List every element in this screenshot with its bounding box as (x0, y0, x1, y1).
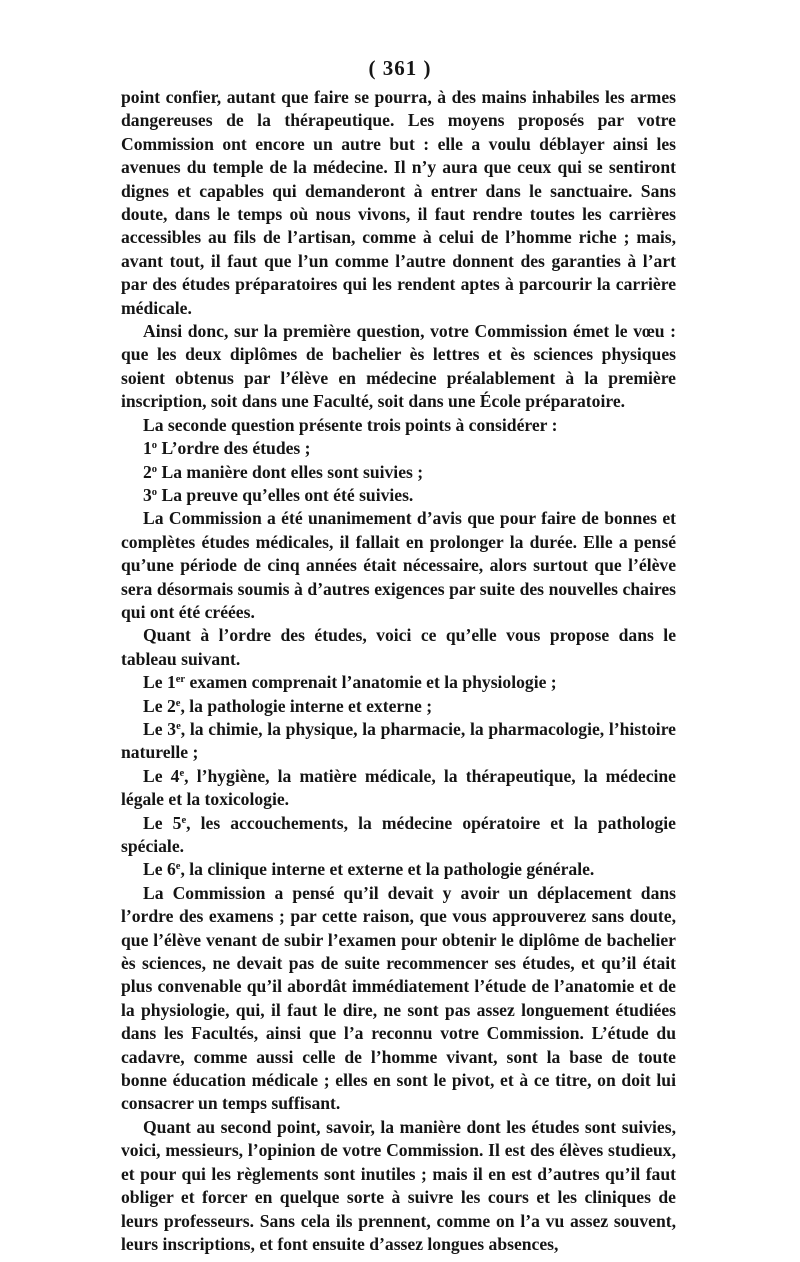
superscript: er (175, 674, 186, 686)
paragraph-p10 (121, 695, 676, 718)
text-run: , l’hygiène, la matière médicale, la thérapeutique, la médecine légale et la toxicologie. (121, 765, 676, 810)
text-run: La Commission a pensé qu’il devait y avoir un déplacement dans l’ordre des examens ; par cette raison, que vous approuverez sans doute, que l’élève venant de subir l’examen pour obtenir le diplôme de bachelier ès sciences, ne devait pas de suite recommencer ses études, et qu’il était plus convenable qu’il abordât immédiatement l’étude de l’anatomie et de la physiologie, qui, il faut le dire, ne sont pas assez longuement étudiées dans les Facultés, ainsi que l’a reconnu votre Commission. L’étude du cadavre, comme aussi celle de l’homme vivant, sont la base de toute bonne éducation médicale ; elles en sont le pivot, et à ce titre, on doit lui consacrer un temps suffisant. (121, 882, 676, 1114)
superscript: e (175, 861, 181, 873)
paragraph-p11 (121, 718, 676, 765)
superscript: o (151, 487, 158, 499)
superscript: e (175, 697, 181, 709)
text-run: Le 5 (143, 812, 182, 833)
paragraph-p16 (121, 1116, 676, 1256)
text-run: Le 6 (143, 859, 176, 880)
paragraph-p6 (121, 484, 676, 507)
text-run: 3 (143, 484, 152, 505)
paragraph-p4 (121, 437, 676, 460)
text-run: , les accouchements, la médecine opératoire et la pathologie spéciale. (121, 812, 676, 856)
paragraph-p3 (121, 414, 676, 437)
text-run: 1 (143, 438, 152, 459)
paragraph-p12 (121, 765, 676, 812)
paragraph-p2 (121, 320, 676, 414)
paragraph-p13 (121, 812, 676, 859)
text-run: Quant au second point, savoir, la manière dont les études sont suivies, voici, messieurs, l’opinion de votre Commission. Il est des élèves studieux, et pour qui les règlements sont inutiles ; mais il en est d’autres qu’il faut obliger et forcer en quelque sorte à suivre les cours et les cliniques de leurs professeurs. Sans cela ils prennent, comme on l’a vu assez souvent, leurs inscriptions, et font ensuite d’assez longues absences, (121, 1116, 676, 1254)
text-run: L’ordre des études ; (157, 438, 311, 459)
text-run: La Commission a été unanimement d’avis que pour faire de bonnes et complètes études médicales, il fallait en prolonger la durée. Elle a pensé qu’une période de cinq années était nécessaire, alors surtout que l’élève sera désormais soumis à d’autres exigences par suite des nouvelles chaires qui ont été créées. (121, 508, 676, 622)
text-run: La seconde question présente trois points à considérer : (143, 414, 558, 435)
text-run: La manière dont elles sont suivies ; (157, 461, 424, 482)
text-run: 2 (143, 461, 152, 482)
text-run: Le 3 (143, 718, 177, 739)
text-run: examen comprenait l’anatomie et la physiologie ; (185, 672, 557, 693)
text-run: Le 4 (143, 765, 180, 786)
superscript: e (181, 814, 187, 826)
superscript: e (179, 767, 185, 779)
paragraph-p14 (121, 858, 676, 881)
page-number: ( 361 ) (368, 56, 432, 80)
text-run: La preuve qu’elles ont été suivies. (157, 484, 414, 505)
body-text (121, 86, 676, 1256)
text-run: , la chimie, la physique, la pharmacie, la pharmacologie, l’histoire naturelle ; (121, 718, 676, 763)
superscript: o (151, 440, 158, 452)
paragraph-p5 (121, 461, 676, 484)
paragraph-p7 (121, 507, 676, 624)
text-run: Le 2 (143, 695, 176, 716)
text-run: Le 1 (143, 672, 176, 693)
paragraph-p9 (121, 671, 676, 694)
paragraph-p15 (121, 882, 676, 1116)
text-run: Quant à l’ordre des études, voici ce qu’elle vous propose dans le tableau suivant. (121, 625, 676, 669)
paragraph-p1 (121, 86, 676, 320)
text-run: , la clinique interne et externe et la pathologie générale. (180, 859, 595, 880)
text-run: , la pathologie interne et externe ; (180, 695, 433, 716)
text-run: point confier, autant que faire se pourra, à des mains inhabiles les armes dangereuses de la thérapeutique. Les moyens proposés par votre Commission ont encore un autre but : elle a voulu déblayer ainsi les avenues du temple de la médecine. Il n’y aura que ceux qui se sentiront dignes et capables qui demanderont à entrer dans le sanctuaire. Sans doute, dans le temps où nous vivons, il faut rendre toutes les carrières accessibles au fils de l’artisan, comme à celui de l’homme riche ; mais, avant tout, il faut que l’un comme l’autre donnent des garanties à l’art par des études préparatoires qui les rendent aptes à parcourir la carrière médicale. (121, 87, 676, 318)
text-run: Ainsi donc, sur la première question, votre Commission émet le vœu : que les deux diplômes de bachelier ès lettres et ès sciences physiques soient obtenus par l’élève en médecine préalablement à la première inscription, soit dans une Faculté, soit dans une École préparatoire. (121, 321, 676, 412)
paragraph-p8 (121, 624, 676, 671)
superscript: e (176, 721, 181, 733)
superscript: o (151, 463, 158, 475)
